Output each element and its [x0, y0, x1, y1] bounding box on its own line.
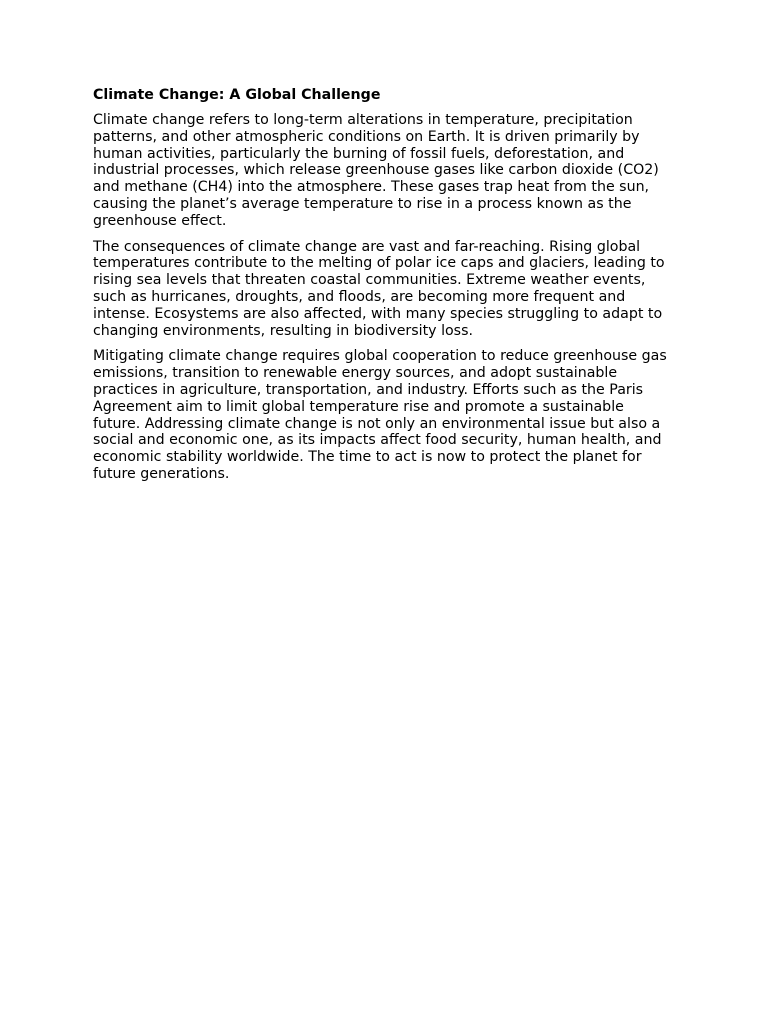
document-body: [93, 86, 673, 492]
document-title: Climate Change: A Global Challenge: [93, 87, 381, 103]
paragraph-definition: Climate change refers to long-term alterations in temperature, precipitation patterns, and other atmospheric conditions on Earth. It is driven primarily by human activities, particularly the burning of fossil fuels, deforestation, and industrial processes, which release greenhouse gases like carbon dioxide (CO2) and methane (CH4) into the atmosphere. These gases trap heat from the sun, causing the planet’s average temperature to rise in a process known as the greenhouse effect.: [93, 112, 659, 229]
paragraph-mitigation: Mitigating climate change requires global cooperation to reduce greenhouse gas emissions, transition to renewable energy sources, and adopt sustainable practices in agriculture, transportation, and industry. Efforts such as the Paris Agreement aim to limit global temperature rise and promote a sustainable future. Addressing climate change is not only an environmental issue but also a social and economic one, as its impacts affect food security, human health, and economic stability worldwide. The time to act is now to protect the planet for future generations.: [93, 348, 667, 482]
paragraph-consequences: The consequences of climate change are vast and far-reaching. Rising global temperatures contribute to the melting of polar ice caps and glaciers, leading to rising sea levels that threaten coastal communities. Extreme weather events, such as hurricanes, droughts, and floods, are becoming more frequent and intense. Ecosystems are also affected, with many species struggling to adapt to changing environments, resulting in biodiversity loss.: [93, 238, 665, 339]
